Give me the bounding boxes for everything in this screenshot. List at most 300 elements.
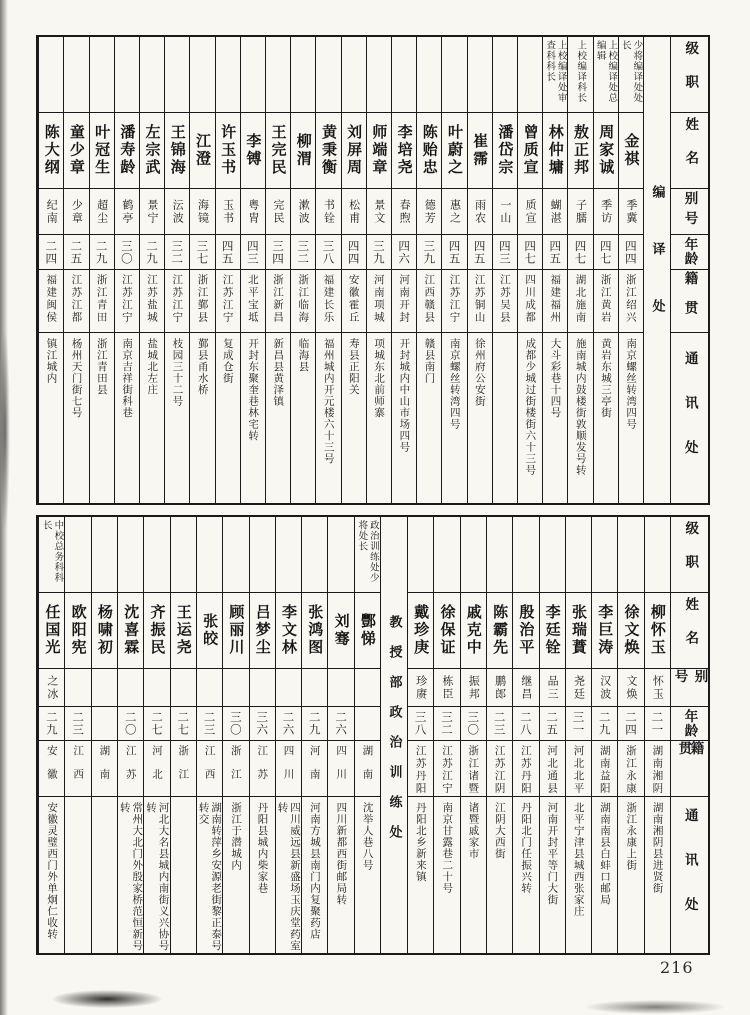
person-column: [117, 517, 143, 953]
section-label-column: [380, 517, 407, 953]
header-column: [670, 37, 708, 503]
header-address: 通讯处: [671, 796, 708, 953]
age-cell: 二三: [65, 706, 90, 740]
origin-cell: 四川成都: [518, 269, 542, 332]
person-column: [492, 37, 517, 503]
address-cell: 复成仓街: [216, 332, 240, 503]
name-cell: 童少章: [64, 112, 88, 188]
rank-cell: [276, 517, 301, 592]
alias-cell: [171, 668, 196, 706]
address-cell: 四川威远县新盛场玉庆堂药室转: [276, 796, 301, 953]
name-cell: 李廷铨: [540, 592, 565, 668]
origin-cell: 江苏江宁: [115, 269, 139, 332]
rank-cell: [140, 37, 164, 112]
origin-cell: 江苏: [118, 740, 143, 796]
person-column: [240, 37, 265, 503]
age-cell: 三六: [250, 706, 275, 740]
age-cell: 二〇: [118, 706, 143, 740]
roster-table-bottom: [36, 515, 710, 955]
alias-cell: [92, 668, 117, 706]
header-alias: 别号: [671, 668, 708, 706]
alias-cell: 沄波: [165, 188, 189, 234]
name-cell: 张瑞蕡: [566, 592, 591, 668]
origin-cell: 江苏丹阳: [513, 740, 538, 796]
alias-cell: 春煦: [392, 188, 416, 234]
age-cell: 三一: [566, 706, 591, 740]
person-column: [407, 517, 433, 953]
age-cell: 三〇: [115, 234, 139, 269]
origin-cell: 江西赣县: [417, 269, 441, 332]
age-cell: 四四: [342, 234, 366, 269]
alias-cell: 鹤亭: [115, 188, 139, 234]
person-column: [567, 37, 592, 503]
alias-cell: 品三: [540, 668, 565, 706]
alias-cell: 少章: [64, 188, 88, 234]
address-cell: 江阴大西街: [487, 796, 512, 953]
person-column: [164, 37, 189, 503]
rank-cell: [434, 517, 459, 592]
name-cell: 金祺: [619, 112, 643, 188]
alias-cell: 怀玉: [645, 668, 670, 706]
ink-smudge: [0, 330, 10, 530]
origin-cell: 江苏丹阳: [408, 740, 433, 796]
rank-cell: [592, 517, 617, 592]
name-cell: 酆悌: [355, 592, 380, 668]
origin-cell: 湖南益阳: [592, 740, 617, 796]
name-cell: 潘寿龄: [115, 112, 139, 188]
name-cell: 陈大纲: [39, 112, 63, 188]
alias-cell: [65, 668, 90, 706]
name-cell: 杨啸初: [92, 592, 117, 668]
origin-cell: 四川: [328, 740, 353, 796]
rank-cell: [115, 37, 139, 112]
alias-cell: [328, 668, 353, 706]
rank-cell: [92, 517, 117, 592]
rank-cell: [291, 37, 315, 112]
rank-cell: [461, 517, 486, 592]
person-column: [290, 37, 315, 503]
rank-cell: [197, 517, 222, 592]
header-rank: 级职: [682, 40, 699, 109]
origin-cell: 江苏江阴: [487, 740, 512, 796]
age-cell: 四三: [241, 234, 265, 269]
name-cell: 周家诚: [594, 112, 618, 188]
person-column: [315, 37, 340, 503]
address-cell: 大斗彩巷十四号: [543, 332, 567, 503]
person-column: [517, 37, 542, 503]
person-column: [265, 37, 290, 503]
alias-cell: [144, 668, 169, 706]
origin-cell: 江苏江宁: [216, 269, 240, 332]
age-cell: 三二: [291, 234, 315, 269]
alias-cell: 完民: [266, 188, 290, 234]
origin-cell: 河北通县: [540, 740, 565, 796]
address-cell: 丹阳北门任振兴转: [513, 796, 538, 953]
person-column: [215, 37, 240, 503]
age-cell: 四三: [493, 234, 517, 269]
person-column: [391, 37, 416, 503]
rank-cell: 政治训练处少将处长: [356, 520, 379, 583]
address-cell: 河北大名县城内南街义兴协号转: [144, 796, 169, 953]
person-column: [354, 517, 380, 953]
address-cell: 临海县: [291, 332, 315, 503]
alias-cell: [302, 668, 327, 706]
origin-cell: 北平宝坻: [241, 269, 265, 332]
address-cell: 南京螺丝转湾四号: [442, 332, 466, 503]
origin-cell: 安徽霍丘: [342, 269, 366, 332]
age-cell: [92, 706, 117, 740]
alias-cell: [118, 668, 143, 706]
rank-cell: [645, 517, 670, 592]
address-cell: 四川新都西街邮局转: [328, 796, 353, 953]
address-cell: 鄞县甬水桥: [190, 332, 214, 503]
address-cell: 南京吉祥街科巷: [115, 332, 139, 503]
alias-cell: 尧廷: [566, 668, 591, 706]
age-cell: 三八: [316, 234, 340, 269]
age-cell: 三七: [190, 234, 214, 269]
alias-cell: 德芳: [417, 188, 441, 234]
alias-cell: 继昌: [513, 668, 538, 706]
name-cell: 沈喜霖: [118, 592, 143, 668]
rank-cell: [468, 37, 492, 112]
alias-cell: 景宁: [140, 188, 164, 234]
age-cell: [355, 706, 380, 740]
rank-cell: [250, 517, 275, 592]
address-cell: 成都少城过街楼街六十三号: [518, 332, 542, 503]
origin-cell: 河南项城: [367, 269, 391, 332]
header-origin: 籍贯: [671, 740, 708, 796]
origin-cell: 浙江鄞县: [190, 269, 214, 332]
header-alias: 别号: [671, 188, 708, 234]
name-cell: 左宗武: [140, 112, 164, 188]
header-address: 通讯处: [671, 332, 708, 503]
origin-cell: 江西: [65, 740, 90, 796]
person-column: [618, 37, 643, 503]
alias-cell: 之冰: [39, 668, 64, 706]
rank-cell: [90, 37, 114, 112]
person-column: [114, 37, 139, 503]
age-cell: 二一: [645, 706, 670, 740]
alias-cell: 文焕: [618, 668, 643, 706]
origin-cell: 湖南: [355, 740, 380, 796]
alias-cell: 栋臣: [434, 668, 459, 706]
rank-cell: [216, 37, 240, 112]
person-column: [593, 37, 618, 503]
name-cell: 齐振民: [144, 592, 169, 668]
name-cell: 叶冠生: [90, 112, 114, 188]
address-cell: [171, 796, 196, 953]
name-cell: 殷治平: [513, 592, 538, 668]
alias-cell: [250, 668, 275, 706]
age-cell: 二四: [39, 234, 63, 269]
alias-cell: 海镜: [190, 188, 214, 234]
header-rank: 级职: [682, 520, 699, 589]
person-column: [542, 37, 567, 503]
person-column: [63, 37, 88, 503]
name-cell: 王运尧: [171, 592, 196, 668]
person-column: [486, 517, 512, 953]
rank-cell: [190, 37, 214, 112]
rank-cell: [328, 517, 353, 592]
section-label-column: [643, 37, 670, 503]
name-cell: 崔霈: [468, 112, 492, 188]
origin-cell: 福建闽侯: [39, 269, 63, 332]
rank-cell: 上校编译处总编辑: [594, 40, 618, 103]
person-column: [64, 517, 90, 953]
address-cell: 河南方城县南门内复聚药店: [302, 796, 327, 953]
person-column: [460, 517, 486, 953]
origin-cell: 浙江绍兴: [619, 269, 643, 332]
address-cell: 徐州府公安街: [468, 332, 492, 503]
age-cell: 二六: [276, 706, 301, 740]
age-cell: 二九: [90, 234, 114, 269]
rank-cell: 中校总务科科长: [40, 520, 64, 583]
person-column: [139, 37, 164, 503]
rank-cell: [165, 37, 189, 112]
name-cell: 王完民: [266, 112, 290, 188]
rank-cell: [367, 37, 391, 112]
person-column: [38, 37, 63, 503]
alias-cell: 粤胄: [241, 188, 265, 234]
age-cell: 四五: [442, 234, 466, 269]
name-cell: 吕梦尘: [250, 592, 275, 668]
name-cell: 江澄: [190, 112, 214, 188]
person-column: [467, 37, 492, 503]
address-cell: 安徽灵璧西门外单炯仁收转: [39, 796, 64, 953]
ink-smudge: [585, 1000, 725, 1014]
alias-cell: 景文: [367, 188, 391, 234]
origin-cell: 浙江青田: [90, 269, 114, 332]
ink-smudge: [52, 990, 162, 1008]
origin-cell: 江苏江宁: [442, 269, 466, 332]
header-column: [670, 517, 708, 953]
name-cell: 戴珍庚: [408, 592, 433, 668]
origin-cell: 河北: [144, 740, 169, 796]
name-cell: 王锦海: [165, 112, 189, 188]
name-cell: 敖正邦: [568, 112, 592, 188]
address-cell: 盐城北左庄: [140, 332, 164, 503]
age-cell: 二九: [39, 706, 64, 740]
rank-cell: [566, 517, 591, 592]
rank-cell: [442, 37, 466, 112]
rank-cell: [392, 37, 416, 112]
origin-cell: 四川: [276, 740, 301, 796]
name-cell: 师端章: [367, 112, 391, 188]
origin-cell: 福建福州: [543, 269, 567, 332]
age-cell: 三九: [417, 234, 441, 269]
address-cell: 项城东北前师寨: [367, 332, 391, 503]
rank-cell: [342, 37, 366, 112]
alias-cell: 子臑: [568, 188, 592, 234]
name-cell: 顾丽川: [223, 592, 248, 668]
address-cell: 北平宁津县城西张家庄: [566, 796, 591, 953]
rank-cell: 上校编译处审查科科长: [544, 40, 567, 103]
address-cell: 施南城内鼓楼街敦顺发号转: [568, 332, 592, 503]
rank-cell: [518, 37, 542, 112]
person-column: [38, 517, 64, 953]
address-cell: 浙江永康上街: [618, 796, 643, 953]
section-label: 编译处: [649, 184, 665, 356]
person-column: [539, 517, 565, 953]
roster-table-top: [36, 35, 710, 505]
rank-cell: [39, 37, 63, 112]
person-column: [189, 37, 214, 503]
name-cell: 徐保证: [434, 592, 459, 668]
address-cell: 丹阳县城内柴家巷: [250, 796, 275, 953]
rank-cell: 上校编译科长: [575, 40, 587, 103]
age-cell: 二四: [618, 706, 643, 740]
rank-cell: [513, 517, 538, 592]
age-cell: 三九: [367, 234, 391, 269]
address-cell: 湖南湘阴县进贤街: [645, 796, 670, 953]
person-column: [301, 517, 327, 953]
address-cell: 镇江城内: [39, 332, 63, 503]
name-cell: 李文林: [276, 592, 301, 668]
rank-cell: [144, 517, 169, 592]
alias-cell: 书铨: [316, 188, 340, 234]
person-column: [416, 37, 441, 503]
origin-cell: 浙江: [171, 740, 196, 796]
name-cell: 黄秉衡: [316, 112, 340, 188]
age-cell: 四五: [216, 234, 240, 269]
person-column: [617, 517, 643, 953]
age-cell: 三〇: [223, 706, 248, 740]
person-column: [441, 37, 466, 503]
address-cell: 寿县正阳关: [342, 332, 366, 503]
address-cell: 诸暨戚家市: [461, 796, 486, 953]
origin-cell: 浙江黄岩: [594, 269, 618, 332]
origin-cell: 浙江新昌: [266, 269, 290, 332]
address-cell: 开封东聚奎巷林宅转: [241, 332, 265, 503]
person-column: [222, 517, 248, 953]
rank-cell: [618, 517, 643, 592]
alias-cell: 一山: [493, 188, 517, 234]
person-column: [512, 517, 538, 953]
age-cell: 四五: [468, 234, 492, 269]
alias-cell: 雨农: [468, 188, 492, 234]
origin-cell: 浙江诸暨: [461, 740, 486, 796]
person-column: [249, 517, 275, 953]
address-cell: 南京螺丝转湾四号: [619, 332, 643, 503]
alias-cell: 松甫: [342, 188, 366, 234]
alias-cell: 季访: [594, 188, 618, 234]
alias-cell: 超尘: [90, 188, 114, 234]
rank-cell: [223, 517, 248, 592]
alias-cell: 珍赓: [408, 668, 433, 706]
person-column: [275, 517, 301, 953]
age-cell: 二七: [171, 706, 196, 740]
alias-cell: 质宣: [518, 188, 542, 234]
header-name: 姓名: [671, 592, 708, 668]
person-column: [91, 517, 117, 953]
alias-cell: 惠之: [442, 188, 466, 234]
person-column: [565, 517, 591, 953]
age-cell: 四七: [568, 234, 592, 269]
rank-cell: 少将编译处处长: [619, 40, 643, 103]
rank-cell: [487, 517, 512, 592]
alias-cell: [276, 668, 301, 706]
name-cell: 戚克中: [461, 592, 486, 668]
address-cell: 湖南南县白蚌口邮局: [592, 796, 617, 953]
age-cell: 二九: [302, 706, 327, 740]
name-cell: 李镈: [241, 112, 265, 188]
origin-cell: 福建长乐: [316, 269, 340, 332]
rank-cell: [64, 37, 88, 112]
origin-cell: 江苏江宁: [434, 740, 459, 796]
age-cell: 三八: [408, 706, 433, 740]
age-cell: 四五: [543, 234, 567, 269]
name-cell: 陈贻忠: [417, 112, 441, 188]
person-column: [366, 37, 391, 503]
name-cell: 徐文焕: [618, 592, 643, 668]
origin-cell: 江苏铜山: [468, 269, 492, 332]
address-cell: 湖南转萍乡安源老街黎正泰号转交: [197, 796, 222, 953]
name-cell: 李培尧: [392, 112, 416, 188]
age-cell: 二七: [144, 706, 169, 740]
name-cell: 叶蔚之: [442, 112, 466, 188]
person-column: [591, 517, 617, 953]
page-number: 216: [660, 958, 694, 977]
person-column: [341, 37, 366, 503]
person-column: [143, 517, 169, 953]
age-cell: 三二: [434, 706, 459, 740]
origin-cell: 河北北平: [566, 740, 591, 796]
name-cell: 张鸿图: [302, 592, 327, 668]
address-cell: 沈举人巷八号: [355, 796, 380, 953]
age-cell: 二九: [592, 706, 617, 740]
alias-cell: 漱波: [291, 188, 315, 234]
alias-cell: [223, 668, 248, 706]
name-cell: 欧阳宪: [65, 592, 90, 668]
age-cell: 二八: [513, 706, 538, 740]
address-cell: 杨州天门街七号: [64, 332, 88, 503]
address-cell: 浙江于潜城内: [223, 796, 248, 953]
origin-cell: 浙江: [223, 740, 248, 796]
rank-cell: [417, 37, 441, 112]
name-cell: 潘岱宗: [493, 112, 517, 188]
age-cell: 四七: [518, 234, 542, 269]
origin-cell: 浙江永康: [618, 740, 643, 796]
address-cell: [65, 796, 90, 953]
alias-cell: 汉波: [592, 668, 617, 706]
alias-cell: 季冀: [619, 188, 643, 234]
alias-cell: 纪南: [39, 188, 63, 234]
alias-cell: [197, 668, 222, 706]
alias-cell: 振邦: [461, 668, 486, 706]
rank-cell: [493, 37, 517, 112]
address-cell: 常州大北门外殷家桥范恒新号转: [118, 796, 143, 953]
rank-cell: [408, 517, 433, 592]
name-cell: 李巨涛: [592, 592, 617, 668]
origin-cell: 江苏江都: [64, 269, 88, 332]
alias-cell: [355, 668, 380, 706]
age-cell: 四七: [594, 234, 618, 269]
origin-cell: 湖南湘阴: [645, 740, 670, 796]
origin-cell: 安徽: [39, 740, 64, 796]
name-cell: 刘屏周: [342, 112, 366, 188]
alias-cell: 玉书: [216, 188, 240, 234]
address-cell: [493, 332, 517, 503]
name-cell: 曾质宣: [518, 112, 542, 188]
origin-cell: 江苏盐城: [140, 269, 164, 332]
name-cell: 林仲墉: [543, 112, 567, 188]
person-column: [644, 517, 670, 953]
age-cell: 三四: [266, 234, 290, 269]
address-cell: 开封城内中山市场四号: [392, 332, 416, 503]
origin-cell: 河南: [302, 740, 327, 796]
address-cell: 赣县南门: [417, 332, 441, 503]
origin-cell: 河南开封: [392, 269, 416, 332]
